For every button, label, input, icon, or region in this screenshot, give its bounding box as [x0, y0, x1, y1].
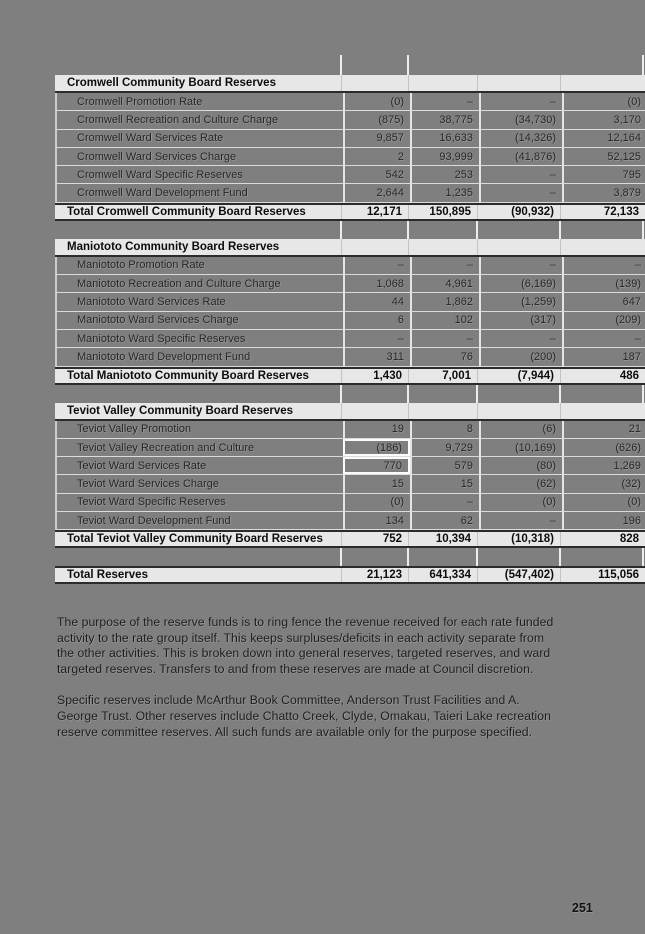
row-value: 16,633 [410, 130, 479, 147]
row-value: 21 [562, 421, 645, 438]
table-gap [55, 548, 645, 566]
row-value: 134 [343, 512, 410, 529]
paragraph-line: targeted reserves. Transfers to and from these reserves are made at Council discretion. [57, 661, 534, 676]
row-label: Maniototo Ward Services Rate [77, 296, 226, 309]
table-row [55, 421, 645, 439]
column-separator-line [476, 221, 478, 239]
row-value: 187 [562, 348, 645, 365]
row-value: 542 [343, 166, 410, 183]
row-value: (6,169) [479, 275, 562, 292]
table-row [55, 111, 645, 129]
row-label: Cromwell Ward Development Fund [77, 187, 248, 200]
column-separator-line [642, 548, 644, 566]
row-label: Teviot Ward Services Rate [77, 459, 207, 472]
row-value: 6 [343, 312, 410, 329]
row-value: 647 [562, 293, 645, 310]
row-label: Maniototo Ward Development Fund [77, 350, 251, 363]
column-separator-line [642, 55, 644, 75]
row-value: – [479, 93, 562, 110]
row-value: (0) [479, 494, 562, 511]
row-value: – [479, 512, 562, 529]
table-row [55, 148, 645, 166]
row-value: 1,862 [410, 293, 479, 310]
section-title: Maniototo Community Board Reserves [67, 240, 280, 253]
column-separator-line [407, 385, 409, 403]
table-row [55, 293, 645, 311]
row-value: (34,730) [479, 111, 562, 128]
table-gap [55, 385, 645, 403]
row-label: Cromwell Recreation and Culture Charge [77, 113, 279, 126]
row-value: – [479, 166, 562, 183]
row-label: Cromwell Promotion Rate [77, 95, 203, 108]
total-row-teviot [55, 530, 645, 548]
row-label: Maniototo Promotion Rate [77, 259, 205, 272]
row-value: (0) [562, 93, 645, 110]
row-value: (200) [479, 348, 562, 365]
row-value: 44 [343, 293, 410, 310]
total-value: 486 [560, 369, 645, 383]
row-value: 19 [343, 421, 410, 438]
table-row [55, 184, 645, 202]
total-row-cromwell [55, 203, 645, 221]
row-value: (186) [343, 439, 410, 456]
row-value: (0) [343, 494, 410, 511]
row-value: 52,125 [562, 148, 645, 165]
total-value: 150,895 [408, 205, 477, 219]
row-label: Maniototo Ward Specific Reserves [77, 332, 246, 345]
row-label: Maniototo Recreation and Culture Charge [77, 277, 281, 290]
table-row [55, 475, 645, 493]
row-value: 93,999 [410, 148, 479, 165]
row-value: 15 [343, 475, 410, 492]
row-value: (0) [562, 494, 645, 511]
total-value: 7,001 [408, 369, 477, 383]
column-separator-line [476, 548, 478, 566]
row-value: 579 [410, 457, 479, 474]
table-row [55, 275, 645, 293]
total-value: 12,171 [341, 205, 408, 219]
column-separator-line [642, 221, 644, 239]
row-label: Cromwell Ward Specific Reserves [77, 168, 243, 181]
total-reserves-row [55, 566, 645, 584]
row-value: – [562, 330, 645, 347]
column-separator-line [340, 548, 342, 566]
row-value: – [479, 330, 562, 347]
total-value: 752 [341, 532, 408, 546]
total-label: Total Reserves [67, 569, 148, 582]
reserves-tables [55, 75, 645, 584]
row-value: 62 [410, 512, 479, 529]
table-row [55, 348, 645, 366]
row-value: 1,068 [343, 275, 410, 292]
row-label: Teviot Valley Recreation and Culture [77, 441, 255, 454]
table-row [55, 166, 645, 184]
row-value: 102 [410, 312, 479, 329]
column-separator-line [559, 548, 561, 566]
paragraph-line: Specific reserves include McArthur Book Committee, Anderson Trust Facilities and A. [57, 693, 520, 708]
row-value: – [343, 330, 410, 347]
total-value: (90,932) [477, 205, 560, 219]
table-row [55, 512, 645, 530]
row-value: (626) [562, 439, 645, 456]
table-row [55, 494, 645, 512]
row-value: (1,259) [479, 293, 562, 310]
row-value: (6) [479, 421, 562, 438]
table-gap [55, 221, 645, 239]
section-title: Cromwell Community Board Reserves [67, 77, 276, 89]
total-row-maniototo [55, 367, 645, 385]
row-value: 38,775 [410, 111, 479, 128]
column-separator-line [340, 385, 342, 403]
table-row [55, 130, 645, 148]
table-row [55, 439, 645, 457]
column-separator-line [407, 221, 409, 239]
paragraph-specific-reserves [57, 693, 632, 740]
total-value: 828 [560, 532, 645, 546]
section-header-maniototo [55, 239, 645, 257]
row-value: – [562, 257, 645, 274]
row-value: 1,269 [562, 457, 645, 474]
row-value: 76 [410, 348, 479, 365]
row-value: 2 [343, 148, 410, 165]
total-label: Total Maniototo Community Board Reserves [67, 369, 309, 382]
paragraph-reserve-purpose [57, 615, 632, 677]
row-value: – [479, 257, 562, 274]
paragraph-line: the other activities. This is broken down into general reserves, targeted reserves, and ward [57, 646, 551, 661]
table-row [55, 330, 645, 348]
paragraph-line: The purpose of the reserve funds is to ring fence the revenue received for each rate funded [57, 615, 554, 629]
row-value: 12,164 [562, 130, 645, 147]
total-value: 72,133 [560, 205, 645, 219]
total-label: Total Cromwell Community Board Reserves [67, 205, 306, 218]
paragraph-line: activity to the rate group itself. This keeps surpluses/deficits in each activity separate from [57, 630, 545, 645]
row-value: (209) [562, 312, 645, 329]
table-row [55, 457, 645, 475]
row-value: 311 [343, 348, 410, 365]
paragraph-line: reserve committee reserves. All such funds are available only for the purpose specified. [57, 724, 533, 739]
column-separator-line [476, 385, 478, 403]
total-label: Total Teviot Valley Community Board Reserves [67, 533, 323, 546]
row-value: – [410, 93, 479, 110]
row-value: 253 [410, 166, 479, 183]
table-row [55, 93, 645, 111]
row-value: 2,644 [343, 184, 410, 201]
row-value: (80) [479, 457, 562, 474]
row-value: 3,879 [562, 184, 645, 201]
row-value: 9,729 [410, 439, 479, 456]
row-value: 15 [410, 475, 479, 492]
row-value: (317) [479, 312, 562, 329]
row-value: (62) [479, 475, 562, 492]
row-value: (10,169) [479, 439, 562, 456]
row-value: 8 [410, 421, 479, 438]
total-value: (7,944) [477, 369, 560, 383]
total-value: 10,394 [408, 532, 477, 546]
paragraph-line: George Trust. Other reserves include Chatto Creek, Clyde, Omakau, Taieri Lake recreation [57, 708, 551, 723]
row-value: 3,170 [562, 111, 645, 128]
section-title: Teviot Valley Community Board Reserves [67, 404, 294, 417]
notes-section [57, 615, 632, 756]
total-value: 1,430 [341, 369, 408, 383]
row-label: Cromwell Ward Services Charge [77, 150, 237, 163]
row-value: (875) [343, 111, 410, 128]
table-row [55, 257, 645, 275]
column-separator-line [407, 548, 409, 566]
total-value: 641,334 [408, 568, 477, 582]
row-value: – [343, 257, 410, 274]
column-separator-line [340, 221, 342, 239]
page-number: 251 [572, 901, 593, 915]
column-separator-line [559, 385, 561, 403]
row-value: 1,235 [410, 184, 479, 201]
total-value: 115,056 [560, 568, 645, 582]
row-label: Teviot Ward Services Charge [77, 478, 220, 491]
column-separator-line [559, 221, 561, 239]
row-label: Cromwell Ward Services Rate [77, 132, 224, 145]
row-value: – [410, 257, 479, 274]
row-value: – [479, 184, 562, 201]
row-value: (41,876) [479, 148, 562, 165]
row-value: – [410, 330, 479, 347]
row-value: (0) [343, 93, 410, 110]
row-value: 770 [343, 457, 410, 474]
row-value: 9,857 [343, 130, 410, 147]
column-separator-line [642, 385, 644, 403]
section-header-cromwell [55, 75, 645, 93]
row-value: 795 [562, 166, 645, 183]
table-row [55, 312, 645, 330]
row-label: Teviot Ward Specific Reserves [77, 496, 226, 509]
row-value: (32) [562, 475, 645, 492]
section-header-teviot [55, 403, 645, 421]
column-separator-line [340, 55, 342, 75]
row-label: Teviot Ward Development Fund [77, 514, 231, 527]
row-label: Teviot Valley Promotion [77, 423, 192, 436]
total-value: (10,318) [477, 532, 560, 546]
row-label: Maniototo Ward Services Charge [77, 314, 239, 327]
total-value: (547,402) [477, 568, 560, 582]
row-value: – [410, 494, 479, 511]
row-value: 196 [562, 512, 645, 529]
column-separator-line [407, 55, 409, 75]
row-value: 4,961 [410, 275, 479, 292]
total-value: 21,123 [341, 568, 408, 582]
row-value: (14,326) [479, 130, 562, 147]
row-value: (139) [562, 275, 645, 292]
